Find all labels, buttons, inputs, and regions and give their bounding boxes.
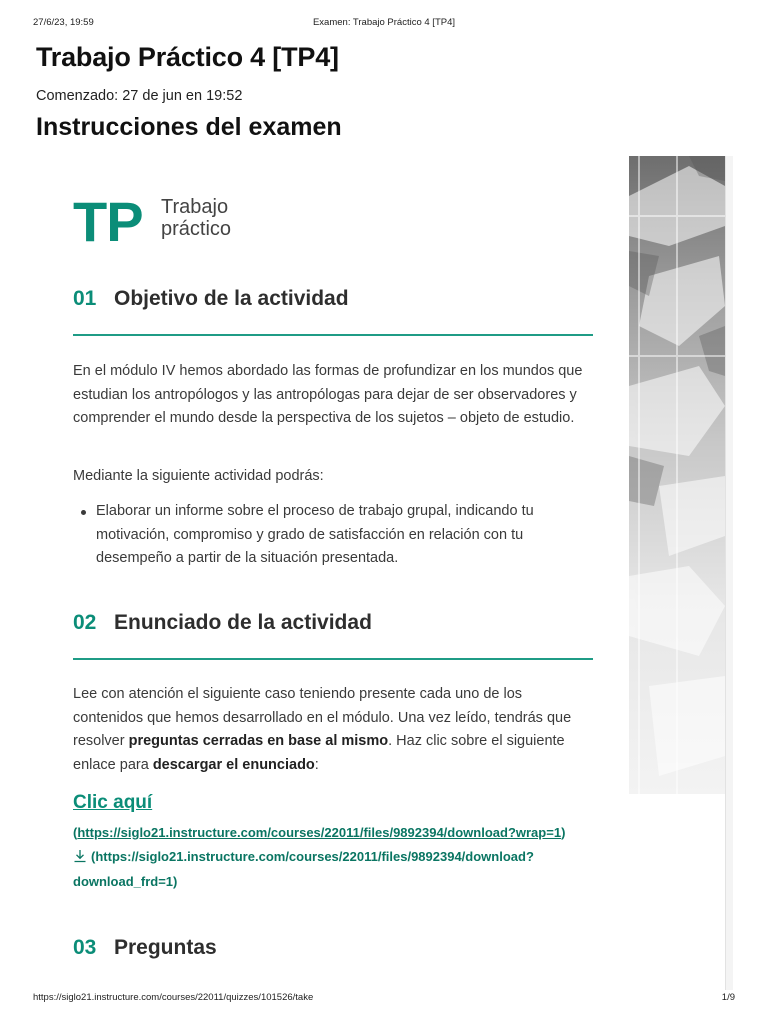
print-header <box>0 17 768 31</box>
tp-logo <box>73 192 313 252</box>
print-footer <box>0 992 768 1006</box>
statement-bold-2: descargar el enunciado <box>152 756 315 773</box>
paren-close: ) <box>173 874 178 889</box>
link-url-line-2 <box>73 845 593 894</box>
decorative-side-image <box>629 156 725 794</box>
section-01-heading <box>73 287 593 315</box>
statement-text-3: : <box>314 756 319 773</box>
section-divider <box>73 658 593 660</box>
section-title: Preguntas <box>114 936 217 959</box>
section-number: 03 <box>73 936 97 959</box>
print-page-number: 1/9 <box>721 992 735 1003</box>
section-title: Objetivo de la actividad <box>114 287 349 310</box>
print-url: https://siglo21.instructure.com/courses/22011/quizzes/101526/take <box>33 992 314 1003</box>
download-wrap-link[interactable]: https://siglo21.instructure.com/courses/22011/files/9892394/download?wrap=1 <box>77 825 562 840</box>
tp-logo-line1: Trabajo <box>161 196 229 218</box>
instructions-title: Instrucciones del examen <box>36 113 342 141</box>
download-link-urls <box>73 821 593 894</box>
statement-text-1: Lee con atención el siguiente caso teniendo presente cada uno de los contenidos que hemos desarrollado en el módulo. Una vez leído, tendrás que resolver <box>73 686 572 749</box>
page-title: Trabajo Práctico 4 [TP4] <box>36 42 339 72</box>
activity-intro: Mediante la siguiente actividad podrás: <box>73 468 324 484</box>
architecture-pattern-image <box>629 156 725 794</box>
activity-goals-list <box>73 500 593 571</box>
statement-bold-1: preguntas cerradas en base al mismo <box>128 733 389 749</box>
download-icon[interactable] <box>73 847 87 871</box>
paren-open: ( <box>73 825 78 840</box>
section-divider <box>73 334 593 336</box>
tp-logo-letters: TP <box>73 190 143 253</box>
section-title: Enunciado de la actividad <box>114 611 372 634</box>
tp-logo-line2: práctico <box>161 218 232 240</box>
paren-open: ( <box>91 848 96 864</box>
download-frd-link[interactable]: https://siglo21.instructure.com/courses/22011/files/9892394/download?download_frd=1 <box>73 848 534 889</box>
scrollbar[interactable] <box>725 156 733 990</box>
statement-text-2: . Haz clic sobre el siguiente enlace para <box>73 733 565 773</box>
print-document-title: Examen: Trabajo Práctico 4 [TP4] <box>312 17 456 28</box>
statement-paragraph <box>73 683 593 777</box>
download-link-click-here[interactable]: Clic aquí <box>73 792 153 813</box>
paren-close: ) <box>561 825 566 840</box>
section-number: 01 <box>73 287 97 310</box>
section-02-heading <box>73 611 593 639</box>
link-url-line-1 <box>73 821 593 845</box>
list-item: Elaborar un informe sobre el proceso de trabajo grupal, indicando tu motivación, compromiso y grado de satisfacción en relación con tu desempeño a partir de la situación presentada. <box>73 500 593 571</box>
section-03-heading <box>73 936 593 964</box>
objective-paragraph: En el módulo IV hemos abordado las formas de profundizar en los mundos que estudian los antropólogos y las antropólogas para dejar de ser observadores y comprender el mundo desde la perspectiva de los sujetos – objeto de estudio. <box>73 363 583 426</box>
print-date: 27/6/23, 19:59 <box>33 17 94 28</box>
started-time: Comenzado: 27 de jun en 19:52 <box>36 88 243 104</box>
tp-logo-caption <box>161 196 231 240</box>
section-number: 02 <box>73 611 97 634</box>
